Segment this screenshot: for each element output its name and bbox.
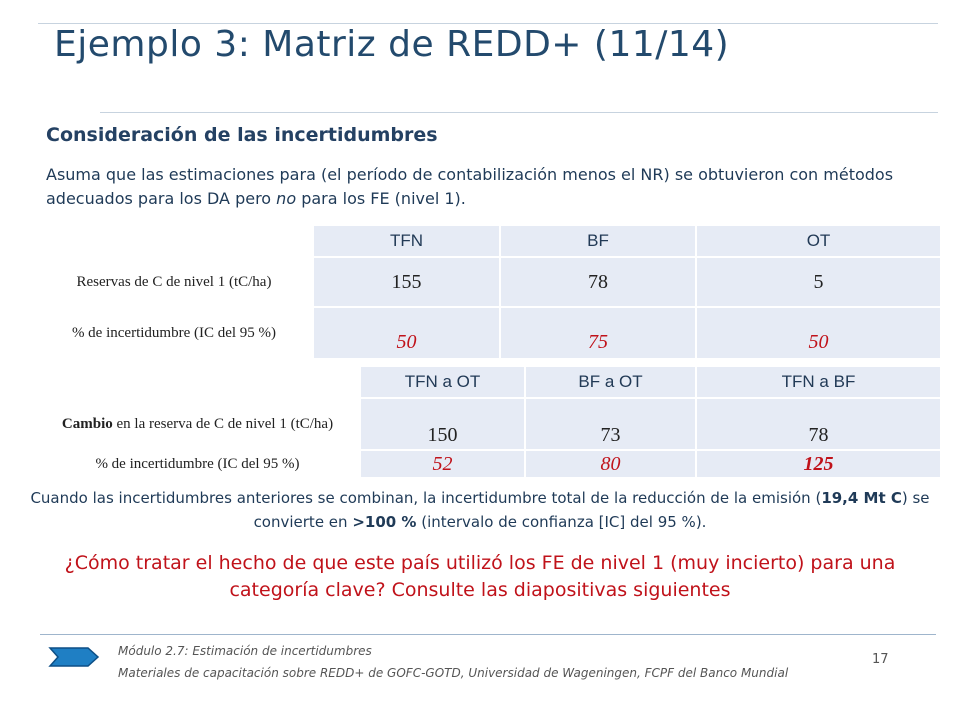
uncertainty-value: 50 — [313, 307, 500, 359]
summary-text-1: Cuando las incertidumbres anteriores se combinan, la incertidumbre total de la reducción de la emisión ( — [30, 489, 822, 507]
footer-rule — [40, 634, 936, 635]
row-label-rest: en la reserva de C de nivel 1 (tC/ha) — [112, 416, 334, 432]
table-header-row — [35, 366, 941, 398]
table-corner — [35, 366, 360, 398]
column-header-bf-to-ot: BF a OT — [525, 366, 696, 398]
cell-value: 155 — [313, 257, 500, 307]
column-header-bf: BF — [500, 225, 696, 257]
row-label-stock-change — [35, 398, 360, 450]
table-row — [35, 257, 941, 307]
cell-value: 78 — [500, 257, 696, 307]
footer-module: Módulo 2.7: Estimación de incertidumbres — [118, 644, 372, 658]
row-label-carbon-stock: Reservas de C de nivel 1 (tC/ha) — [35, 257, 313, 307]
column-header-tfn: TFN — [313, 225, 500, 257]
table-corner — [35, 225, 313, 257]
cell-value: 73 — [525, 398, 696, 450]
column-header-tfn-to-bf: TFN a BF — [696, 366, 941, 398]
intro-text-1: Asuma que las estimaciones para (el período de contabilización menos el NR) se obtuvieron con métodos adecuados para los DA pero — [46, 165, 894, 208]
table-row — [35, 450, 941, 478]
summary-bold-2: >100 % — [352, 513, 417, 531]
cell-value: 5 — [696, 257, 941, 307]
uncertainty-value: 80 — [525, 450, 696, 478]
column-header-tfn-to-ot: TFN a OT — [360, 366, 525, 398]
carbon-stock-table — [34, 224, 942, 360]
section-subtitle: Consideración de las incertidumbres — [46, 124, 438, 146]
uncertainty-value: 52 — [360, 450, 525, 478]
summary-text-2: ) se convierte en — [253, 489, 930, 531]
column-header-ot: OT — [696, 225, 941, 257]
row-label-uncertainty: % de incertidumbre (IC del 95 %) — [35, 450, 360, 478]
summary-paragraph — [20, 486, 940, 534]
stock-change-table — [34, 365, 942, 479]
key-question: ¿Cómo tratar el hecho de que este país utilizó los FE de nivel 1 (muy incierto) para una categoría clave? Consulte las diapositivas siguientes — [64, 552, 896, 601]
chevron-arrow-icon — [48, 646, 100, 668]
cell-value: 150 — [360, 398, 525, 450]
title-underline — [100, 112, 938, 113]
summary-bold-1: 19,4 Mt C — [821, 489, 902, 507]
cell-value: 78 — [696, 398, 941, 450]
table-row — [35, 398, 941, 450]
uncertainty-value: 75 — [500, 307, 696, 359]
row-label-uncertainty: % de incertidumbre (IC del 95 %) — [35, 307, 313, 359]
table-row — [35, 307, 941, 359]
table-header-row — [35, 225, 941, 257]
intro-emphasis: no — [276, 189, 297, 208]
intro-text-2: para los FE (nivel 1). — [296, 189, 466, 208]
row-label-bold: Cambio — [61, 416, 113, 432]
footer-credits: Materiales de capacitación sobre REDD+ de GOFC-GOTD, Universidad de Wageningen, FCPF del Banco Mundial — [118, 666, 789, 680]
page-number: 17 — [872, 652, 889, 667]
uncertainty-value: 50 — [696, 307, 941, 359]
uncertainty-value: 125 — [696, 450, 941, 478]
summary-text-3: (intervalo de confianza [IC] del 95 %). — [416, 513, 707, 531]
intro-paragraph — [46, 163, 926, 211]
slide-title: Ejemplo 3: Matriz de REDD+ (11/14) — [54, 24, 730, 65]
